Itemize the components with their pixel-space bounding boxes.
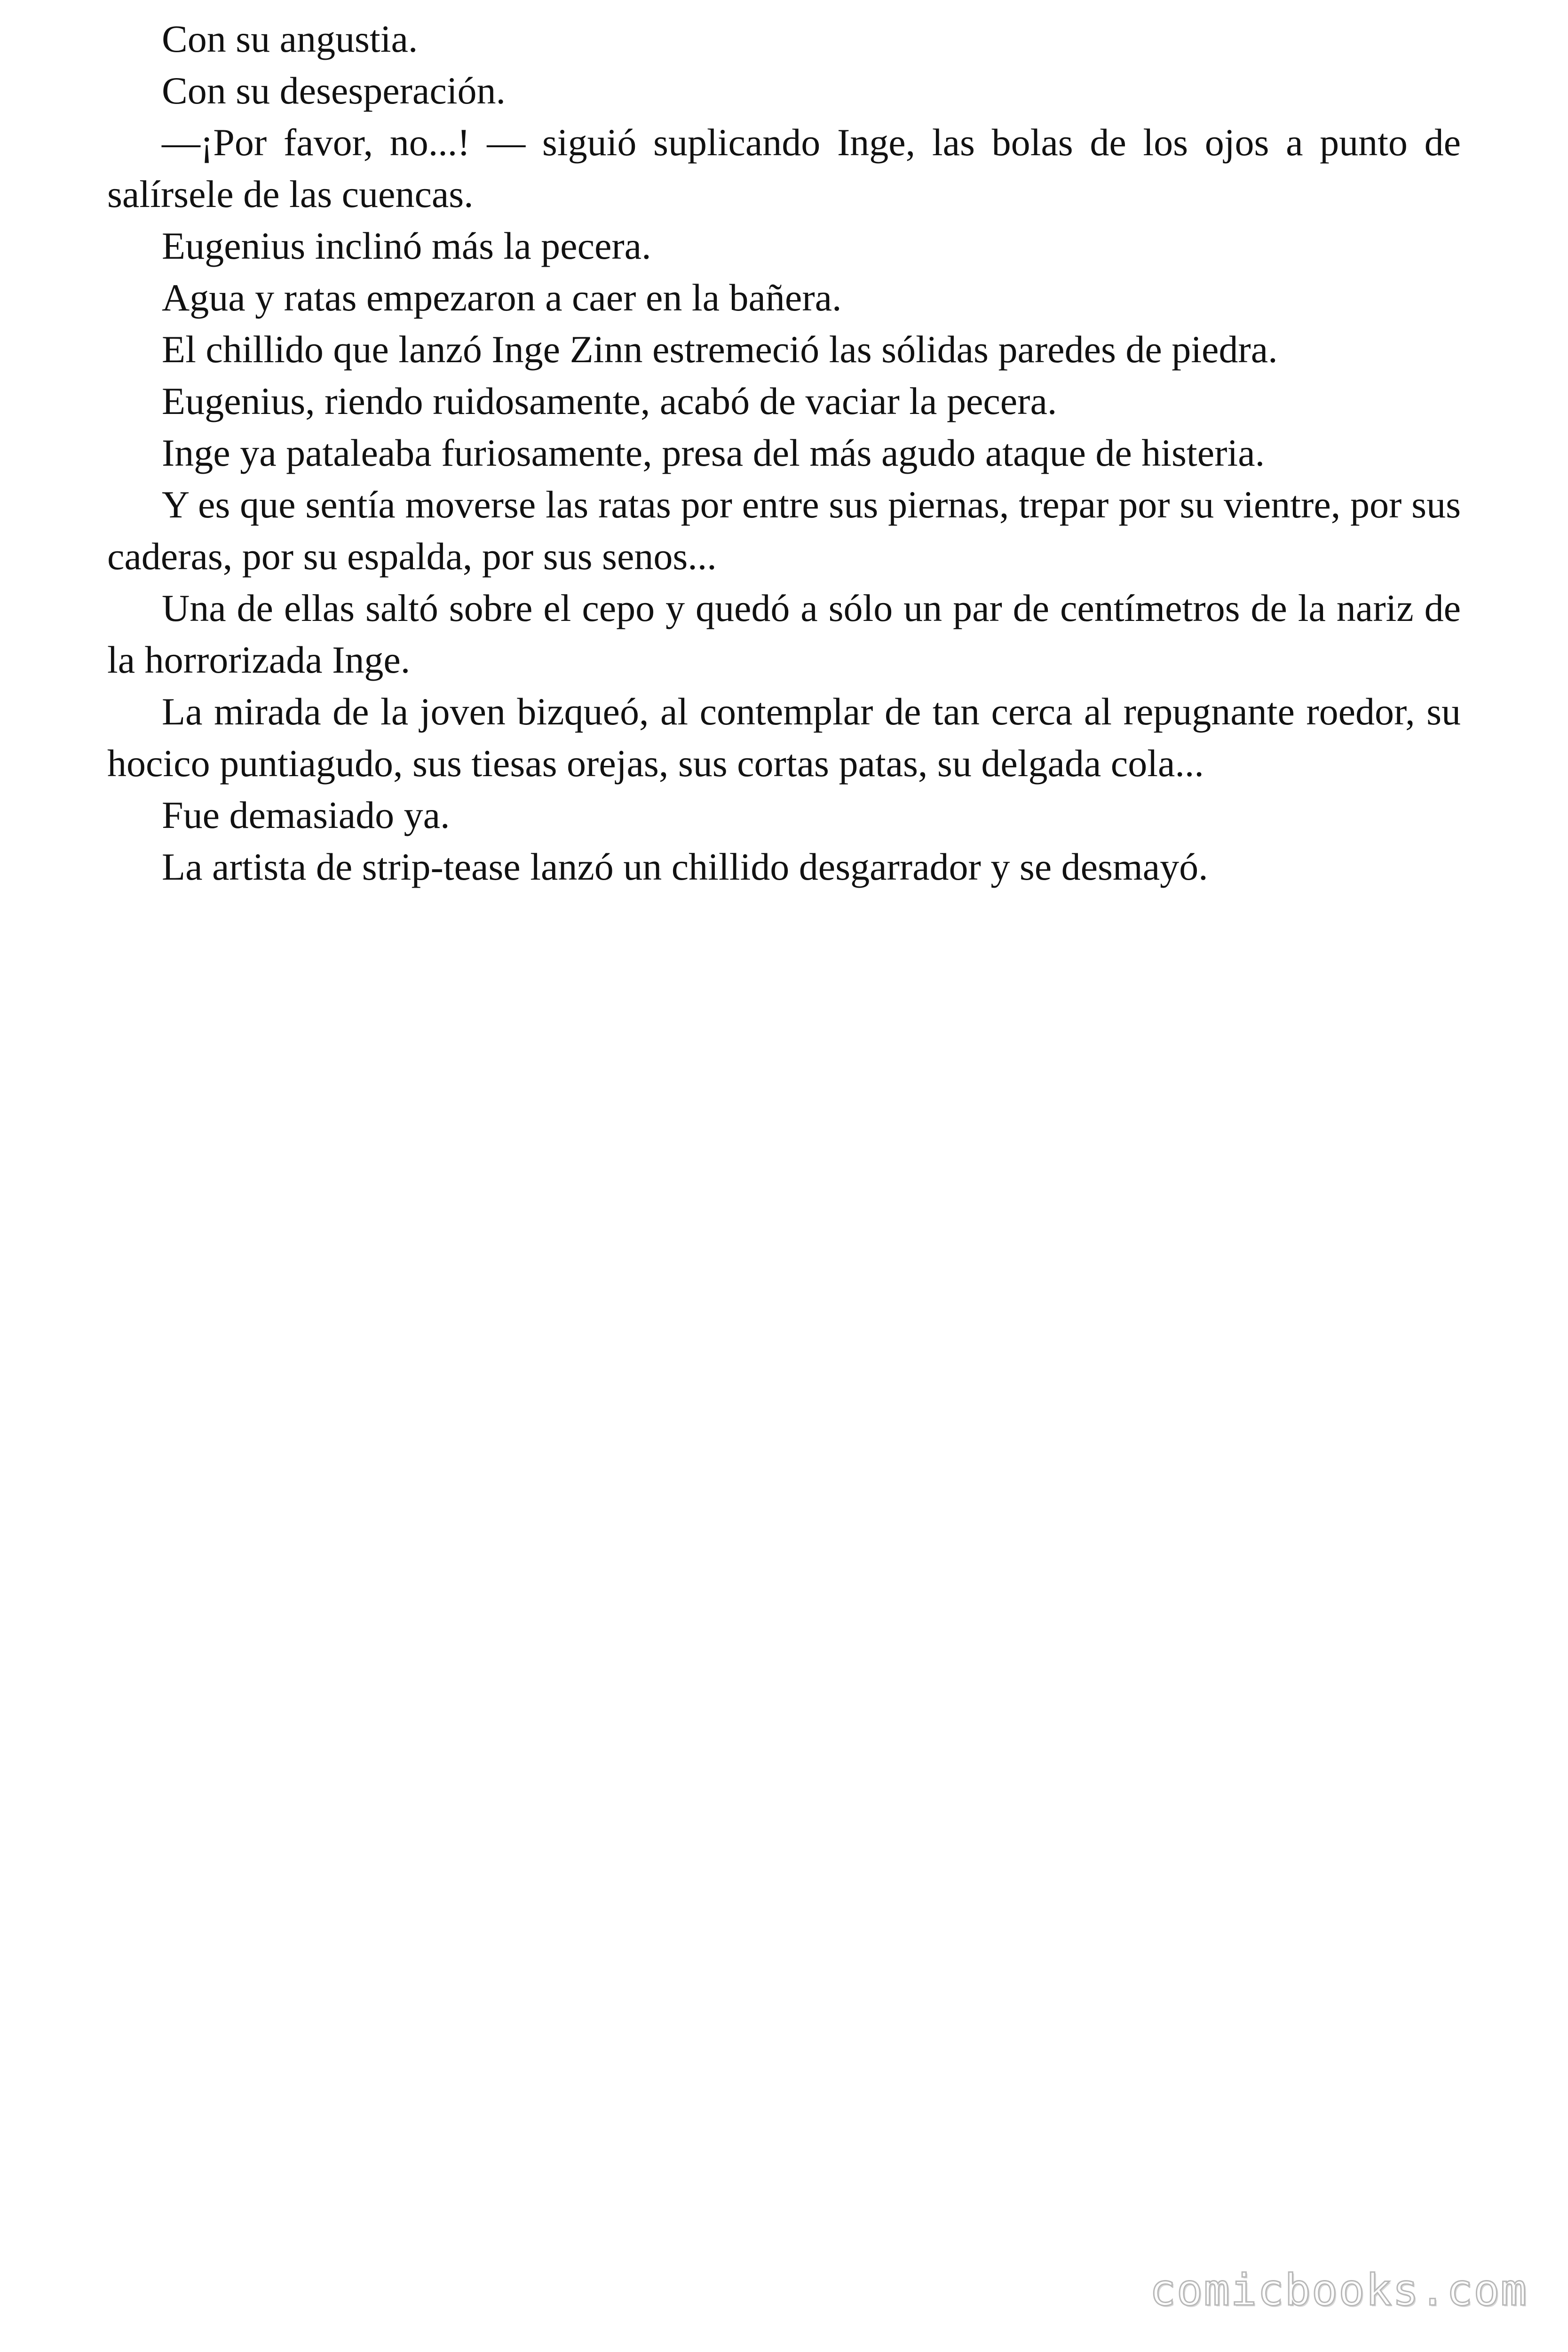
paragraph: La artista de strip-tease lanzó un chillido desgarrador y se desmayó.: [162, 845, 1208, 888]
paragraph: Agua y ratas empezaron a caer en la bañera.: [162, 276, 842, 319]
paragraph: Fue demasiado ya.: [162, 794, 450, 836]
paragraph: La mirada de la joven bizqueó, al contemplar de tan cerca al repugnante roedor, su hocico puntiagudo, sus tiesas orejas, sus cortas patas, su delgada cola...: [107, 690, 1461, 785]
watermark-text: comicbooks.com: [1149, 2265, 1528, 2315]
paragraph: El chillido que lanzó Inge Zinn estremeció las sólidas paredes de piedra.: [162, 328, 1278, 371]
paragraph: Con su angustia.: [162, 17, 418, 60]
paragraph: Con su desesperación.: [162, 69, 506, 112]
paragraph: Eugenius, riendo ruidosamente, acabó de vaciar la pecera.: [162, 380, 1057, 422]
paragraph: Una de ellas saltó sobre el cepo y quedó a sólo un par de centímetros de la nariz de la horrorizada Inge.: [107, 587, 1461, 681]
paragraph: Inge ya pataleaba furiosamente, presa del más agudo ataque de histeria.: [162, 431, 1265, 474]
paragraph: —¡Por favor, no...! — siguió suplicando Inge, las bolas de los ojos a punto de salírsele de las cuencas.: [107, 121, 1461, 215]
body-text: [107, 13, 1461, 893]
paragraph: Eugenius inclinó más la pecera.: [162, 224, 651, 267]
paragraph: Y es que sentía moverse las ratas por entre sus piernas, trepar por su vientre, por sus caderas, por su espalda, por sus senos...: [107, 483, 1461, 578]
